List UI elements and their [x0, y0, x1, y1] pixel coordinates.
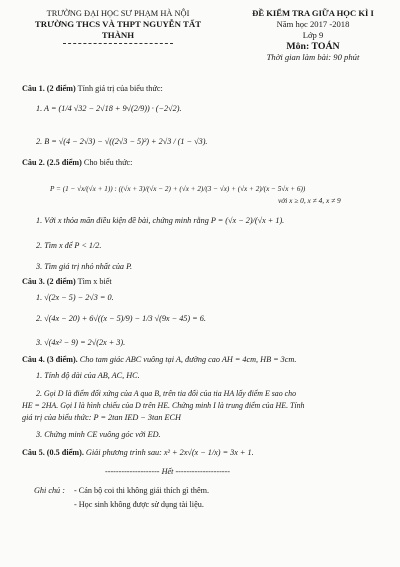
question-prompt: Cho tam giác ABC vuông tại A, đường cao AH = 4cm, HB = 3cm. [79, 355, 297, 364]
question-2-item-1: 1. Với x thỏa mãn điều kiện đề bài, chứng minh rằng P = (√x − 2)/(√x + 1). [36, 216, 285, 225]
question-points: (0.5 điểm). [46, 448, 84, 457]
question-3-item-3: 3. √(4x² − 9) = 2√(2x + 3). [36, 338, 126, 347]
question-3-heading [22, 277, 112, 287]
question-2-item-3: 3. Tìm giá trị nhỏ nhất của P. [36, 262, 133, 271]
grade: Lớp 9 [302, 30, 324, 40]
notes-label: Ghi chú : [34, 486, 65, 495]
question-prompt: Cho biểu thức: [83, 158, 133, 167]
question-2-item-2: 2. Tìm x để P < 1/2. [36, 241, 102, 250]
question-points: (2.5 điểm) [46, 158, 82, 167]
question-label: Câu 5. [22, 448, 45, 457]
header-divider [63, 43, 173, 44]
question-points: (2 điểm) [46, 84, 76, 93]
time-limit: Thời gian làm bài: 90 phút [266, 52, 360, 62]
subject: Môn: TOÁN [286, 41, 340, 52]
exam-title: ĐỀ KIỂM TRA GIỮA HỌC KÌ I [252, 8, 374, 18]
question-4-item-3: 3. Chứng minh CE vuông góc với ED. [36, 430, 161, 439]
header-right [236, 8, 390, 63]
question-label: Câu 2. [22, 158, 45, 167]
question-label: Câu 3. [22, 277, 45, 286]
school-name: TRƯỜNG THCS VÀ THPT NGUYỄN TẤT THÀNH [34, 19, 202, 40]
question-4-item-2-line-1: 2. Gọi D là điểm đối xứng của A qua B, trên tia đối của tia HA lấy điểm E sao cho [36, 389, 297, 398]
question-3-item-1: 1. √(2x − 5) − 2√3 = 0. [36, 293, 114, 302]
question-1-heading [22, 84, 163, 94]
end-marker: -------------------- Hết -------------------- [105, 467, 230, 476]
note-line-2: - Học sinh không được sử dụng tài liệu. [74, 500, 204, 509]
question-prompt: Tìm x biết [77, 277, 112, 286]
question-3-item-2: 2. √(4x − 20) + 6√((x − 5)/9) − 1/3 √(9x − 45) = 6. [36, 314, 206, 323]
question-2-formula: P = (1 − √x/(√x + 1)) : ((√x + 3)/(√x − 2) + (√x + 2)/(3 − √x) + (√x + 2)/(x − 5√x + 6)) [50, 185, 306, 193]
question-4-item-2-line-3: giá trị của biểu thức: P = 2tan IED − 3tan ECH [22, 413, 181, 422]
question-2-condition: với x ≥ 0, x ≠ 4, x ≠ 9 [278, 196, 341, 205]
school-year: Năm học 2017 -2018 [276, 19, 350, 29]
question-points: (3 điểm). [46, 355, 78, 364]
question-prompt: Tính giá trị của biểu thức: [77, 84, 163, 93]
header-left [18, 8, 218, 44]
question-label: Câu 1. [22, 84, 45, 93]
question-5-heading [22, 448, 254, 458]
question-2-heading [22, 158, 132, 168]
question-1-item-1: 1. A = (1/4 √32 − 2√18 + 9√(2/9)) · (−2√2). [36, 104, 182, 113]
university-name: TRƯỜNG ĐẠI HỌC SƯ PHẠM HÀ NỘI [46, 9, 190, 18]
question-prompt: Giải phương trình sau: x² + 2x√(x − 1/x) = 3x + 1. [85, 448, 254, 457]
note-line-1: - Cán bộ coi thi không giải thích gì thêm. [74, 486, 210, 495]
question-4-item-1: 1. Tính độ dài của AB, AC, HC. [36, 371, 140, 380]
question-points: (2 điểm) [46, 277, 76, 286]
question-4-heading [22, 355, 296, 365]
question-1-item-2: 2. B = √(4 − 2√3) − √((2√3 − 5)²) + 2√3 / (1 − √3). [36, 137, 208, 146]
question-label: Câu 4. [22, 355, 45, 364]
question-4-item-2-line-2: HE = 2HA. Gọi I là hình chiếu của D trên HE. Chứng minh I là trung điểm của HE. Tính [22, 401, 305, 410]
